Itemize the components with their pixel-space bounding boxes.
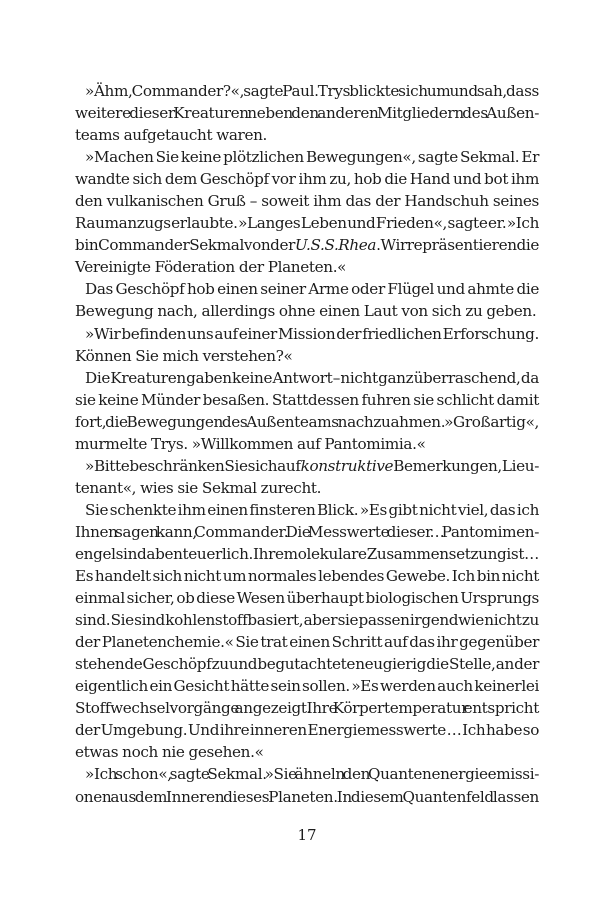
text-segment: weitere dieser Kreaturen neben den anderen Mitgliedern des Außen- [75, 104, 539, 123]
line-content [75, 212, 539, 234]
text-line [75, 190, 539, 212]
text-line [75, 741, 539, 763]
text-segment: . Wir repräsentieren die [376, 236, 539, 255]
text-segment: Bewegung nach, allerdings ohne einen Laut von sich zu geben. [75, 302, 537, 321]
paragraph-first-line [75, 367, 539, 389]
line-content [75, 653, 539, 675]
line-content [75, 477, 321, 499]
paragraph-first-line [75, 763, 539, 785]
line-content [75, 124, 267, 146]
text-line [75, 477, 539, 499]
text-segment: der Umgebung. Und ihre inneren Energiemesswerte … Ich habe so [75, 721, 539, 740]
line-content [85, 763, 539, 785]
text-segment: der Planetenchemie.« Sie trat einen Schritt auf das ihr gegenüber [75, 633, 539, 652]
text-line [75, 168, 539, 190]
line-content [75, 565, 539, 587]
text-segment: tenant«, wies sie Sekmal zurecht. [75, 478, 322, 497]
text-line [75, 389, 539, 411]
paragraph-first-line [75, 499, 539, 521]
line-content [85, 146, 539, 168]
text-line [75, 300, 539, 322]
text-segment: wandte sich dem Geschöpf vor ihm zu, hob die Hand und bot ihm [75, 170, 539, 189]
text-line [75, 543, 539, 565]
text-line [75, 609, 539, 631]
line-content [75, 609, 539, 631]
line-content [75, 697, 539, 719]
text-line [75, 124, 539, 146]
line-content [75, 102, 539, 124]
line-content [85, 323, 539, 345]
text-segment: engel sind abenteuerlich. Ihre molekulare Zusammensetzung ist … [75, 544, 539, 563]
line-content [85, 455, 539, 477]
text-segment: den vulkanischen Gruß – soweit ihm das der Handschuh seines [75, 192, 539, 211]
page-number: 17 [297, 826, 317, 844]
text-segment: Stoffwechselvorgänge angezeigt. Ihre Körpertemperatur entspricht [75, 699, 539, 718]
line-content [75, 631, 539, 653]
text-segment: Raumanzugs erlaubte. »Langes Leben und Frieden«, sagte er. »Ich [75, 214, 539, 233]
body-text [75, 80, 539, 808]
line-content [75, 741, 264, 763]
text-line [75, 786, 539, 808]
line-content [75, 411, 539, 433]
text-line [75, 521, 539, 543]
line-content [85, 499, 539, 521]
text-line [75, 345, 539, 367]
line-content [75, 786, 539, 808]
paragraph-first-line [75, 323, 539, 345]
text-segment: »Ich schon«, sagte Sekmal. »Sie ähneln den Quantenenergieemissi- [85, 765, 539, 784]
text-segment: Können Sie mich verstehen?« [75, 346, 293, 365]
line-content [85, 80, 539, 102]
text-segment: »Wir befinden uns auf einer Mission der friedlichen Erforschung. [85, 324, 539, 343]
italic-text: U.S.S. Rhea [294, 236, 377, 255]
text-segment: »Ähm, Commander?«, sagte Paul. Trys blickte sich um und sah, dass [85, 82, 539, 100]
text-segment: Ihnen sagen kann, Commander. Die Messwerte dieser … Pantomimen- [75, 522, 539, 541]
text-line [75, 256, 539, 278]
text-line [75, 631, 539, 653]
text-line [75, 653, 539, 675]
text-segment: onen aus dem Inneren dieses Planeten. In diesem Quantenfeld lassen [75, 787, 539, 806]
text-line [75, 234, 539, 256]
text-segment: sind. Sie sind kohlenstoffbasiert, aber sie passen irgendwie nicht zu [75, 611, 539, 630]
line-content [75, 521, 539, 543]
text-line [75, 675, 539, 697]
paragraph-first-line [75, 278, 539, 300]
text-segment: Sie schenkte ihm einen finsteren Blick. »Es gibt nicht viel, das ich [85, 500, 539, 519]
line-content [75, 543, 539, 565]
line-content [75, 256, 346, 278]
text-segment: stehende Geschöpf zu und begutachtete neugierig die Stelle, an der [75, 655, 539, 674]
line-content [75, 389, 539, 411]
text-segment: murmelte Trys. »Willkommen auf Pantomimia.« [75, 434, 426, 453]
text-line [75, 212, 539, 234]
text-segment: eigentlich ein Gesicht hätte sein sollen. »Es werden auch keinerlei [75, 677, 539, 696]
paragraph-first-line [75, 146, 539, 168]
text-segment: Das Geschöpf hob einen seiner Arme oder Flügel und ahmte die [85, 280, 539, 299]
line-content [75, 719, 539, 741]
text-segment: fort, die Bewegungen des Außenteams nachzuahmen. »Großartig«, [75, 412, 539, 431]
text-line [75, 719, 539, 741]
line-content [75, 168, 539, 190]
text-segment: etwas noch nie gesehen.« [75, 743, 264, 762]
line-content [75, 300, 536, 322]
line-content [75, 345, 292, 367]
line-content [85, 278, 539, 300]
text-segment: Es handelt sich nicht um normales lebendes Gewebe. Ich bin nicht [75, 567, 539, 586]
text-segment: sie keine Münder besaßen. Stattdessen fuhren sie schlicht damit [75, 390, 539, 409]
line-content [75, 234, 539, 256]
text-line [75, 433, 539, 455]
line-content [75, 433, 426, 455]
text-line [75, 587, 539, 609]
text-line [75, 411, 539, 433]
line-content [75, 675, 539, 697]
line-content [75, 190, 539, 212]
text-segment: »Machen Sie keine plötzlichen Bewegungen«, sagte Sekmal. Er [85, 148, 539, 167]
text-line [75, 565, 539, 587]
text-line [75, 697, 539, 719]
text-segment: Vereinigte Föderation der Planeten.« [75, 258, 347, 277]
text-segment: Die Kreaturen gaben keine Antwort – nicht ganz überraschend, da [85, 368, 539, 387]
paragraph-first-line [75, 455, 539, 477]
paragraph-first-line [75, 80, 539, 102]
text-segment: »Bitte beschränken Sie sich auf [85, 456, 301, 475]
line-content [85, 367, 539, 389]
line-content [75, 587, 539, 609]
text-segment: bin Commander Sekmal von der [75, 236, 295, 255]
text-segment: Bemerkungen, Lieu- [393, 456, 539, 475]
text-segment: teams aufgetaucht waren. [75, 126, 268, 145]
text-line [75, 102, 539, 124]
italic-text: konstruktive [300, 456, 394, 475]
text-segment: einmal sicher, ob diese Wesen überhaupt biologischen Ursprungs [75, 589, 539, 608]
